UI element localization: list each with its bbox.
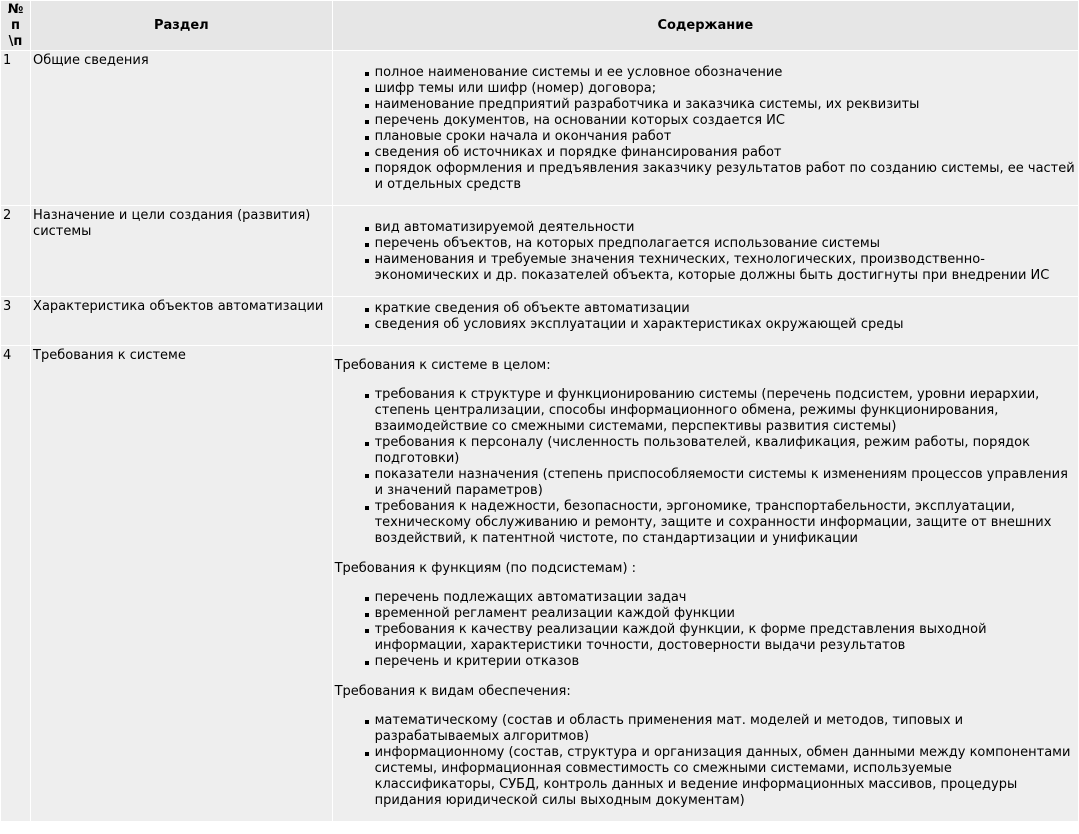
group-title: Требования к функциям (по подсистемам) :: [334, 561, 637, 576]
list-item: требования к надежности, безопасности, эргономике, транспортабельности, эксплуатации, техническому обслуживанию и ремонту, защите и сохранности информации, защите от внешних воздействий, к патентной чистоте, по стандартизации и унификации: [375, 499, 1076, 547]
list-item: математическому (состав и область применения мат. моделей и методов, типовых и разрабатываемых алгоритмов): [375, 713, 1076, 745]
list-item: краткие сведения об объекте автоматизации: [375, 301, 1076, 317]
row-section: Характеристика объектов автоматизации: [31, 297, 332, 345]
list-item: перечень и критерии отказов: [375, 654, 1076, 670]
row-number: 2: [1, 206, 30, 296]
list-item: порядок оформления и предъявления заказчику результатов работ по созданию системы, ее частей и отдельных средств: [374, 161, 1075, 192]
row-number: 4: [1, 346, 30, 821]
list-item: перечень документов, на основании которых создается ИС: [375, 113, 1076, 129]
header-content-label: Содержание: [657, 17, 754, 33]
group-title: Требования к системе в целом:: [334, 358, 551, 373]
list-item: полное наименование системы и ее условное обозначение: [375, 65, 1076, 81]
list-item: требования к структуре и функционированию системы (перечень подсистем, уровни иерархии, степень централизации, способы информационного обмена, режимы функционирования, взаимодействие со смежными системами, перспективы развития системы): [375, 387, 1076, 435]
row-number: 1: [1, 51, 30, 205]
header-num: [1, 1, 30, 50]
row-content: [333, 297, 1078, 345]
row-section: Требования к системе: [31, 346, 332, 821]
content-list: [335, 713, 1076, 809]
table-row: [1, 51, 1078, 205]
list-item: плановые сроки начала и окончания работ: [375, 129, 1076, 145]
content-list: [335, 301, 1076, 333]
list-item: сведения об источниках и порядке финансирования работ: [375, 145, 1076, 161]
list-item: показатели назначения (степень приспособляемости системы к изменениям процессов управления и значений параметров): [375, 467, 1076, 499]
content-list: [335, 590, 1076, 670]
header-content: [333, 1, 1078, 50]
row-content: [333, 51, 1078, 205]
header-num-label: № п \п: [7, 1, 24, 49]
list-item: наименование предприятий разработчика и заказчика системы, их реквизиты: [375, 97, 1076, 113]
list-item: сведения об условиях эксплуатации и характеристиках окружающей среды: [375, 317, 1076, 333]
content-list: [335, 65, 1076, 193]
list-item: перечень подлежащих автоматизации задач: [375, 590, 1076, 606]
table-row: [1, 346, 1078, 821]
list-item: временной регламент реализации каждой функции: [375, 606, 1076, 622]
row-number: 3: [1, 297, 30, 345]
list-item: наименования и требуемые значения технических, технологических, производственно-экономических и др. показателей объекта, которые должны быть достигнуты при внедрении ИС: [375, 252, 1076, 284]
list-item: перечень объектов, на которых предполагается использование системы: [375, 236, 1076, 252]
row-content: [333, 346, 1078, 821]
header-section: [31, 1, 332, 50]
list-item: шифр темы или шифр (номер) договора;: [375, 81, 1076, 97]
header-section-label: Раздел: [153, 17, 209, 33]
list-item: вид автоматизируемой деятельности: [375, 220, 1076, 236]
table-row: [1, 297, 1078, 345]
row-section: Назначение и цели создания (развития) системы: [31, 206, 332, 296]
row-section: Общие сведения: [31, 51, 332, 205]
table-row: [1, 206, 1078, 296]
header-row: [1, 1, 1078, 50]
group-title: Требования к видам обеспечения:: [334, 684, 571, 699]
list-item: информационному (состав, структура и организация данных, обмен данными между компонентами системы, информационная совместимость со смежными системами, используемые классификаторы, СУБД, контроль данных и ведение информационных массивов, процедуры придания юридической силы выходным документам): [375, 745, 1076, 809]
list-item: требования к качеству реализации каждой функции, к форме представления выходной информации, характеристики точности, достоверности выдачи результатов: [375, 622, 1076, 654]
content-list: [335, 220, 1076, 284]
list-item: требования к персоналу (численность пользователей, квалификация, режим работы, порядок подготовки): [375, 435, 1076, 467]
row-content: [333, 206, 1078, 296]
content-list: [335, 387, 1076, 547]
